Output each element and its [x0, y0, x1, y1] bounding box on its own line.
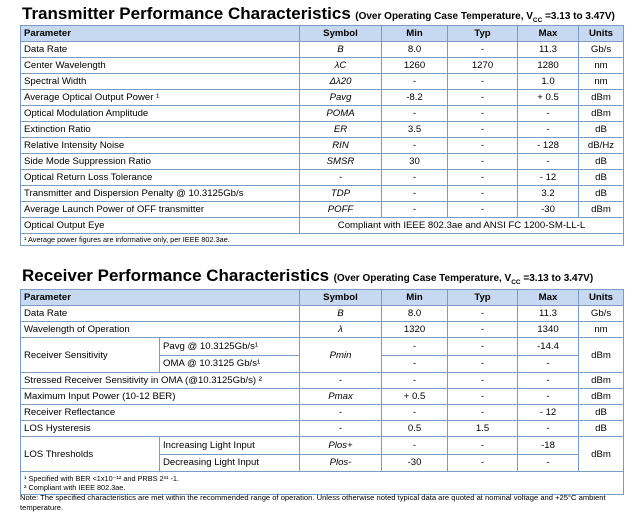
- unit-cell: dB: [579, 421, 624, 437]
- table-row: [21, 154, 624, 170]
- param-cell: Optical Return Loss Tolerance: [21, 170, 300, 186]
- min-cell: -: [382, 170, 448, 186]
- param-cell: Spectral Width: [21, 74, 300, 90]
- rx-subtitle: (Over Operating Case Temperature, $V_{CC} =3.13$ to 3.47V): [333, 273, 594, 286]
- table-row: [21, 90, 624, 106]
- max-cell: - 128: [518, 138, 579, 154]
- max-cell: -18: [518, 437, 579, 455]
- typ-cell: -: [448, 170, 518, 186]
- max-cell: -30: [518, 202, 579, 218]
- rx-title-block: [22, 266, 593, 286]
- param-cell: Wavelength of Operation: [21, 322, 300, 338]
- max-cell: - 12: [518, 170, 579, 186]
- typ-cell: -: [448, 389, 518, 405]
- max-cell: -: [518, 421, 579, 437]
- tx-subtitle: (Over Operating Case Temperature, $V_{CC} =3.13$ to 3.47V): [355, 11, 615, 24]
- min-cell: -: [382, 405, 448, 421]
- min-cell: 0.5: [382, 421, 448, 437]
- symbol-cell: ER: [300, 122, 382, 138]
- tx-title-block: [22, 4, 615, 24]
- unit-cell: nm: [579, 74, 624, 90]
- param-cell: LOS Thresholds: [21, 437, 160, 472]
- typ-cell: 1270: [448, 58, 518, 74]
- col-units: Units: [579, 290, 624, 306]
- param-cell: Receiver Reflectance: [21, 405, 300, 421]
- min-cell: -: [382, 373, 448, 389]
- unit-cell: dBm: [579, 338, 624, 373]
- table-row: [21, 389, 624, 405]
- max-cell: + 0.5: [518, 90, 579, 106]
- general-note: Note: The specified characteristics are met within the recommended range of operation. Unless otherwise noted typical data are quoted at nominal voltage and +25°C ambient temperature.: [20, 493, 606, 512]
- table-row: [21, 322, 624, 338]
- table-row: [21, 138, 624, 154]
- symbol-cell: POMA: [300, 106, 382, 122]
- unit-cell: dB/Hz: [579, 138, 624, 154]
- col-typ: Typ: [448, 26, 518, 42]
- min-cell: -: [382, 202, 448, 218]
- max-cell: -: [518, 355, 579, 373]
- param-cell: Data Rate: [21, 42, 300, 58]
- table-row: [21, 338, 624, 356]
- param-cell: Data Rate: [21, 306, 300, 322]
- symbol-cell: B: [300, 42, 382, 58]
- max-cell: -: [518, 373, 579, 389]
- symbol-cell: RIN: [300, 138, 382, 154]
- param-cell: Center Wavelength: [21, 58, 300, 74]
- unit-cell: nm: [579, 58, 624, 74]
- table-row: [21, 106, 624, 122]
- typ-cell: -: [448, 322, 518, 338]
- unit-cell: dBm: [579, 90, 624, 106]
- tx-header-row: [21, 26, 624, 42]
- param-cell: Receiver Sensitivity: [21, 338, 160, 373]
- param-cell: Relative Intensity Noise: [21, 138, 300, 154]
- table-row: [21, 74, 624, 90]
- unit-cell: dB: [579, 122, 624, 138]
- min-cell: 8.0: [382, 306, 448, 322]
- min-cell: 1260: [382, 58, 448, 74]
- param-cell: Average Launch Power of OFF transmitter: [21, 202, 300, 218]
- symbol-cell: -: [300, 373, 382, 389]
- col-symbol: Symbol: [300, 290, 382, 306]
- typ-cell: -: [448, 138, 518, 154]
- param-cell: Transmitter and Dispersion Penalty @ 10.3125Gb/s: [21, 186, 300, 202]
- typ-cell: -: [448, 338, 518, 356]
- max-cell: -14.4: [518, 338, 579, 356]
- symbol-cell: Plos+: [300, 437, 382, 455]
- max-cell: -: [518, 106, 579, 122]
- min-cell: + 0.5: [382, 389, 448, 405]
- min-cell: -: [382, 138, 448, 154]
- col-parameter: Parameter: [21, 290, 300, 306]
- table-row: [21, 306, 624, 322]
- max-cell: 1280: [518, 58, 579, 74]
- col-symbol: Symbol: [300, 26, 382, 42]
- col-typ: Typ: [448, 290, 518, 306]
- typ-cell: -: [448, 202, 518, 218]
- max-cell: - 12: [518, 405, 579, 421]
- min-cell: -: [382, 338, 448, 356]
- min-cell: 8.0: [382, 42, 448, 58]
- unit-cell: dB: [579, 154, 624, 170]
- col-min: Min: [382, 26, 448, 42]
- symbol-cell: Pmax: [300, 389, 382, 405]
- rx-table: [20, 289, 624, 495]
- min-cell: -: [382, 437, 448, 455]
- table-row: [21, 405, 624, 421]
- max-cell: 1.0: [518, 74, 579, 90]
- rx-footnotes: [21, 472, 624, 495]
- tx-table: [20, 25, 624, 246]
- param-cell: Average Optical Output Power ¹: [21, 90, 300, 106]
- max-cell: -: [518, 454, 579, 472]
- table-row: [21, 170, 624, 186]
- typ-cell: -: [448, 154, 518, 170]
- table-row: [21, 437, 624, 455]
- rx-footnote-row: [21, 472, 624, 495]
- subparam-cell: Increasing Light Input: [160, 437, 300, 455]
- typ-cell: -: [448, 306, 518, 322]
- table-row: [21, 202, 624, 218]
- symbol-cell: B: [300, 306, 382, 322]
- tx-footnote-row: [21, 234, 624, 246]
- typ-cell: -: [448, 454, 518, 472]
- symbol-cell: Pavg: [300, 90, 382, 106]
- min-cell: 30: [382, 154, 448, 170]
- min-cell: -: [382, 74, 448, 90]
- unit-cell: dB: [579, 405, 624, 421]
- unit-cell: dB: [579, 186, 624, 202]
- subparam-cell: OMA @ 10.3125 Gb/s¹: [160, 355, 300, 373]
- min-cell: 3.5: [382, 122, 448, 138]
- typ-cell: -: [448, 405, 518, 421]
- symbol-cell: λC: [300, 58, 382, 74]
- col-max: Max: [518, 26, 579, 42]
- min-cell: -: [382, 106, 448, 122]
- unit-cell: dB: [579, 170, 624, 186]
- typ-cell: -: [448, 355, 518, 373]
- typ-cell: -: [448, 74, 518, 90]
- table-row: [21, 122, 624, 138]
- table-row: [21, 186, 624, 202]
- min-cell: -: [382, 355, 448, 373]
- symbol-cell: λ: [300, 322, 382, 338]
- min-cell: 1320: [382, 322, 448, 338]
- max-cell: -: [518, 154, 579, 170]
- tx-output-eye-row: [21, 218, 624, 234]
- max-cell: 1340: [518, 322, 579, 338]
- symbol-cell: -: [300, 170, 382, 186]
- param-cell: Maximum Input Power (10-12 BER): [21, 389, 300, 405]
- col-min: Min: [382, 290, 448, 306]
- param-cell: Extinction Ratio: [21, 122, 300, 138]
- unit-cell: dBm: [579, 389, 624, 405]
- subparam-cell: Decreasing Light Input: [160, 454, 300, 472]
- param-cell: LOS Hysteresis: [21, 421, 300, 437]
- max-cell: 11.3: [518, 306, 579, 322]
- symbol-cell: -: [300, 405, 382, 421]
- max-cell: 3.2: [518, 186, 579, 202]
- table-row: [21, 58, 624, 74]
- min-cell: -8.2: [382, 90, 448, 106]
- typ-cell: -: [448, 42, 518, 58]
- col-max: Max: [518, 290, 579, 306]
- rx-footnote-2: ² Compliant with IEEE 802.3ae.: [24, 483, 126, 492]
- col-parameter: Parameter: [21, 26, 300, 42]
- subparam-cell: Pavg @ 10.3125Gb/s¹: [160, 338, 300, 356]
- param-cell: Stressed Receiver Sensitivity in OMA (@10.3125Gb/s) ²: [21, 373, 300, 389]
- unit-cell: dBm: [579, 106, 624, 122]
- param-cell: Side Mode Suppression Ratio: [21, 154, 300, 170]
- symbol-cell: POFF: [300, 202, 382, 218]
- unit-cell: dBm: [579, 373, 624, 389]
- symbol-cell: -: [300, 421, 382, 437]
- table-row: [21, 42, 624, 58]
- max-cell: -: [518, 389, 579, 405]
- output-eye-value: Compliant with IEEE 802.3ae and ANSI FC 1200-SM-LL-L: [300, 218, 624, 234]
- unit-cell: dBm: [579, 437, 624, 472]
- symbol-cell: Δλ20: [300, 74, 382, 90]
- col-units: Units: [579, 26, 624, 42]
- min-cell: -30: [382, 454, 448, 472]
- min-cell: -: [382, 186, 448, 202]
- param-cell: Optical Modulation Amplitude: [21, 106, 300, 122]
- table-row: [21, 421, 624, 437]
- tx-footnote: ¹ Average power figures are informative only, per IEEE 802.3ae.: [21, 234, 624, 246]
- rx-title: Receiver Performance Characteristics: [22, 266, 330, 285]
- symbol-cell: SMSR: [300, 154, 382, 170]
- unit-cell: dBm: [579, 202, 624, 218]
- max-cell: 11.3: [518, 42, 579, 58]
- tx-title: Transmitter Performance Characteristics: [22, 4, 351, 23]
- table-row: [21, 373, 624, 389]
- output-eye-label: Optical Output Eye: [21, 218, 300, 234]
- typ-cell: 1.5: [448, 421, 518, 437]
- typ-cell: -: [448, 373, 518, 389]
- rx-footnote-1: ¹ Specified with BER <1x10⁻¹² and PRBS 2³¹ -1.: [24, 474, 179, 483]
- typ-cell: -: [448, 186, 518, 202]
- unit-cell: nm: [579, 322, 624, 338]
- unit-cell: Gb/s: [579, 306, 624, 322]
- unit-cell: Gb/s: [579, 42, 624, 58]
- rx-header-row: [21, 290, 624, 306]
- typ-cell: -: [448, 437, 518, 455]
- typ-cell: -: [448, 90, 518, 106]
- symbol-cell: Pmin: [300, 338, 382, 373]
- symbol-cell: TDP: [300, 186, 382, 202]
- symbol-cell: Plos-: [300, 454, 382, 472]
- typ-cell: -: [448, 106, 518, 122]
- max-cell: -: [518, 122, 579, 138]
- typ-cell: -: [448, 122, 518, 138]
